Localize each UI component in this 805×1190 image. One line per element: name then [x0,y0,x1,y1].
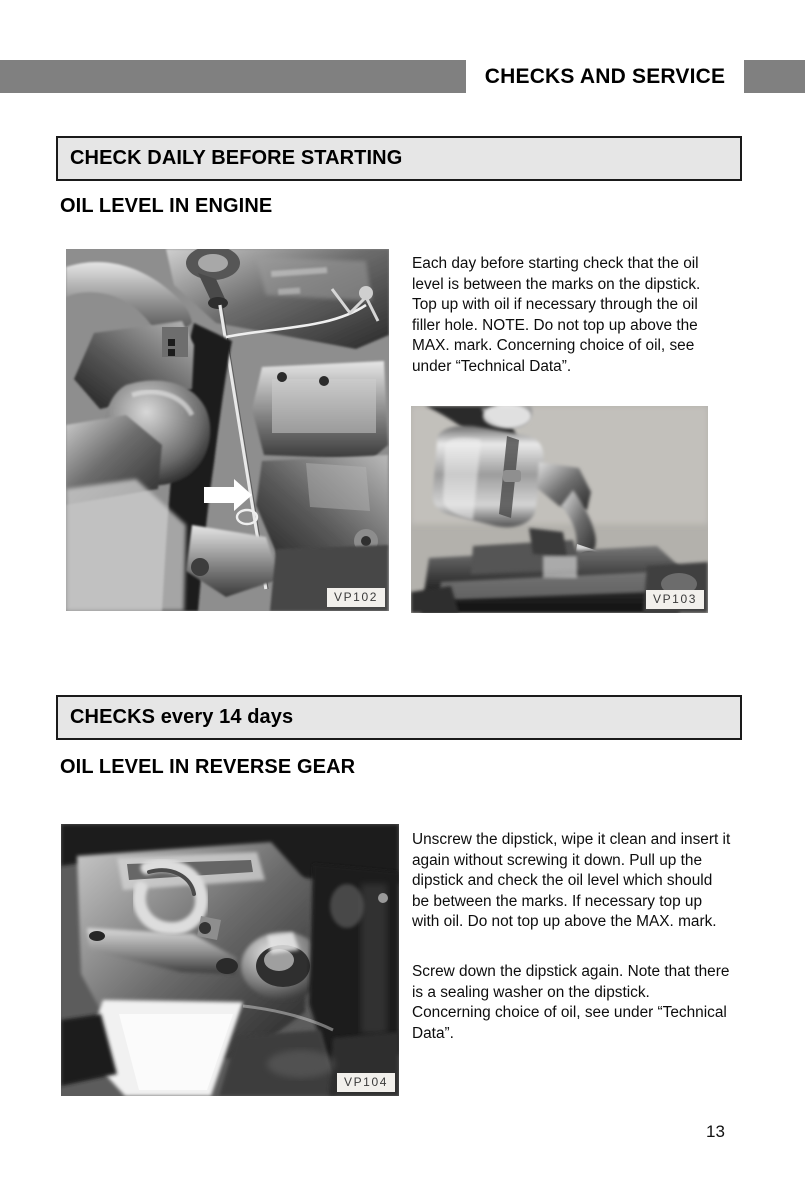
figure-caption: VP104 [337,1073,395,1092]
section-banner-check-daily [56,136,742,181]
running-header [0,60,805,93]
section-banner-label: CHECK DAILY BEFORE STARTING [70,147,403,169]
page-title: CHECKS AND SERVICE [466,60,744,93]
reverse-gear-photo-artwork [61,824,399,1096]
figure-caption: VP103 [646,590,704,609]
body-text-oil-level-in-engine: Each day before starting check that the oil level is between the marks on the dipstick. Top up with oil if necessary through the oil filler hole. NOTE. Do not top up above the MAX. mark. Concerning choice of oil, see under “Technical Data”. [412,255,701,375]
oil-can-photo-artwork [411,406,708,613]
section-banner-checks-every-14-days [56,695,742,740]
header-gray-bar-right [744,60,805,93]
section-banner-label: CHECKS every 14 days [70,706,294,728]
figure-oil-topping-up [411,406,708,613]
body-text-reverse-gear-paragraph-1: Unscrew the dipstick, wipe it clean and insert it again without screwing it down. Pull up the dipstick and check the oil level which should be between the marks. If necessary top up with oil. Do not top up above the MAX. mark. [412,831,731,931]
body-text-reverse-gear-paragraph-2: Screw down the dipstick again. Note that there is a sealing washer on the dipstick. Concerning choice of oil, see under “Technical Data”. [412,963,730,1042]
header-gray-bar-left [0,60,466,93]
figure-engine-dipstick [66,249,389,611]
figure-caption: VP102 [327,588,385,607]
engine-photo-artwork [66,249,389,611]
figure-reverse-gear-dipstick [61,824,399,1096]
subheading-oil-level-in-reverse-gear: OIL LEVEL IN REVERSE GEAR [60,756,356,778]
subheading-oil-level-in-engine: OIL LEVEL IN ENGINE [60,195,273,217]
page-number: 13 [706,1122,725,1141]
